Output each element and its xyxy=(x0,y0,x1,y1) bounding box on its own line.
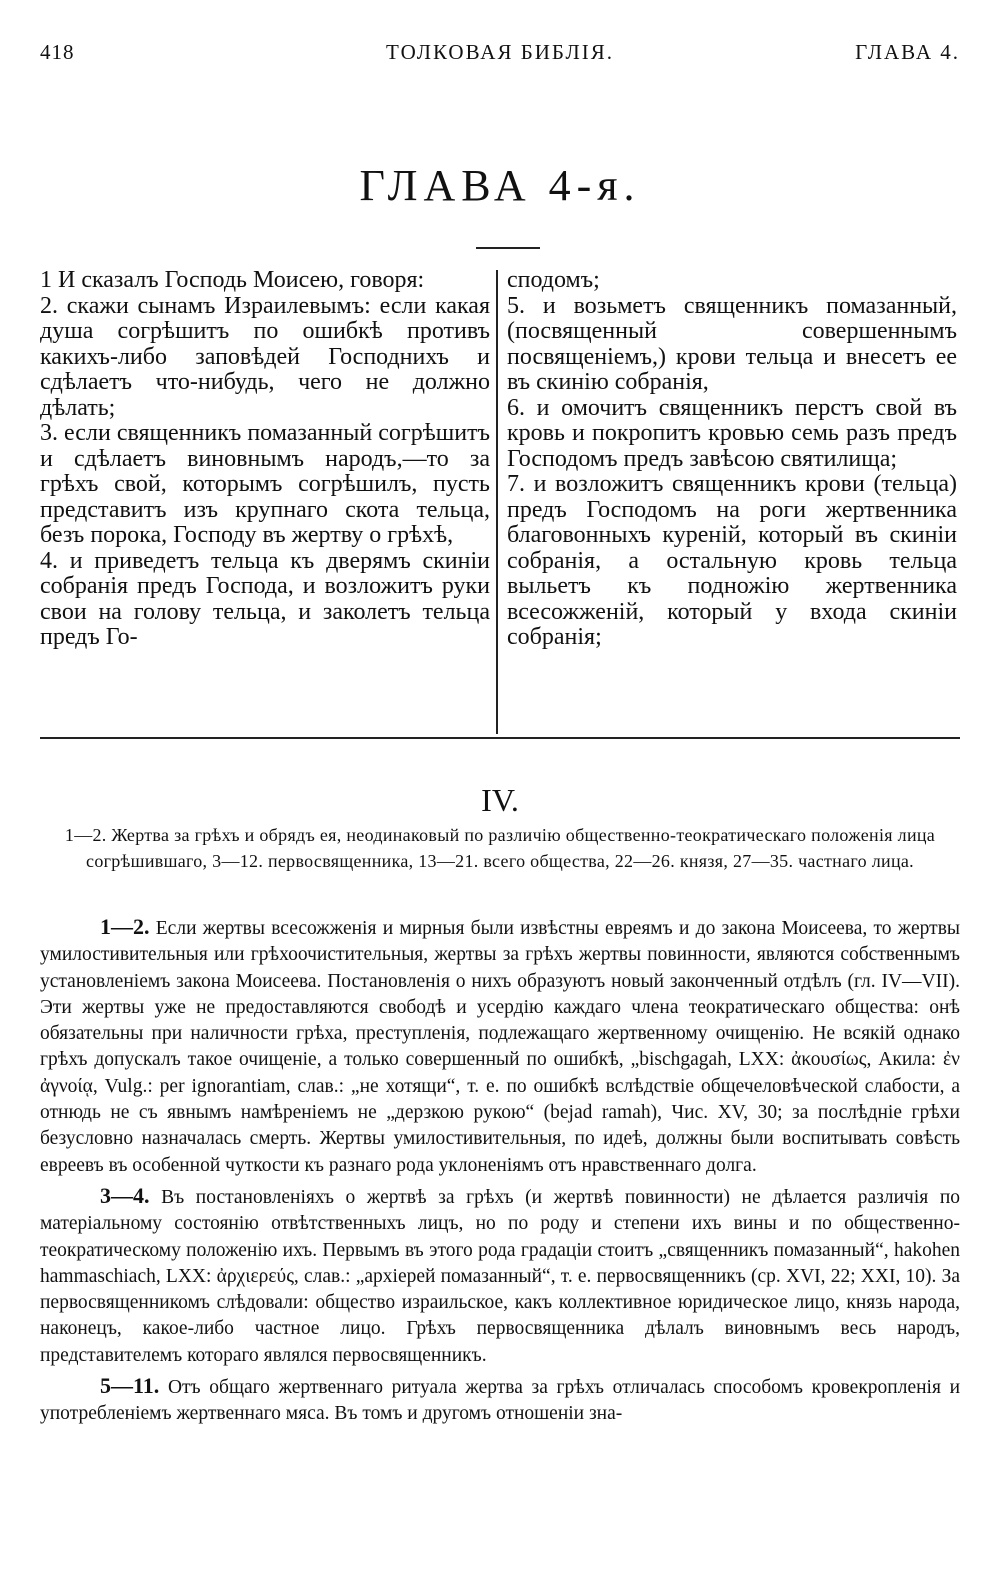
running-chapter: ГЛАВА 4. xyxy=(855,40,960,64)
verse: 3. если священникъ помазанный согрѣшитъ и сдѣлаетъ виновнымъ народъ,—то за грѣхъ свой, которымъ согрѣшилъ, пусть представитъ изъ крупнаго скота тельца, безъ порока, Господу въ жертву о грѣхѣ, xyxy=(40,420,490,548)
verse: сподомъ; xyxy=(507,267,600,293)
commentary-paragraph xyxy=(40,1183,960,1369)
commentary-paragraph xyxy=(40,1373,960,1428)
commentary-text: Отъ общаго жертвеннаго ритуала жертва за грѣхъ отличалась способомъ кровекропленія и употребленіемъ жертвеннаго мяса. Въ томъ и другомъ отношеніи зна- xyxy=(40,1377,961,1425)
commentary-paragraph xyxy=(40,914,960,1179)
commentary xyxy=(40,914,960,1432)
verse: 2. скажи сынамъ Израилевымъ: если какая душа согрѣшитъ по ошибкѣ противъ какихъ-либо заповѣдей Господнихъ и сдѣлаетъ что-нибудь, чего не должно дѣлать; xyxy=(40,292,490,421)
chapter-summary: 1—2. Жертва за грѣхъ и обрядъ ея, неодинаковый по различію общественно-теократическаго положенія лица согрѣшившаго, 3—12. первосвященника, 13—21. всего общества, 22—26. князя, 27—35. частнаго лица. xyxy=(64,825,936,871)
running-head xyxy=(40,40,960,70)
verse: 1 И сказалъ Господь Моисею, говоря: xyxy=(40,267,425,293)
column-divider xyxy=(496,270,498,734)
title-divider xyxy=(476,247,540,249)
chapter-title: ГЛАВА 4-я. xyxy=(359,161,641,210)
commentary-text: Если жертвы всесожженія и мирныя были извѣстны евреямъ и до закона Моисеева, то жертвы умилостивительныя или грѣхоочистительныя, жертвы за грѣхъ жертвы повинности, являются собственнымъ установленіемъ закона Моисеева. Постановленія о нихъ образуютъ новый законченный отдѣлъ (гл. IV—VII). Эти жертвы уже не предоставляются свободѣ и усердію каждаго члена теократическаго общества: онѣ обязательны при наличности грѣха, преступленія, подлежащаго жертвенному очищенію. Не всякій однако грѣхъ допускалъ такое очищеніе, а только совершенный по ошибкѣ, „bischgagah, LXX: ἀκουσίως, Акила: ἐν ἀγνοίᾳ, Vulg.: per ignorantiam, слав.: „не хотящи“, т. е. по ошибкѣ вслѣдствіе общечеловѣческой слабости, а отнюдь не съ явнымъ намѣреніемъ не „дерзкою рукою“ (bejad ramah), Чис. XV, 30; за послѣдніе грѣхи безусловно назначалась смерть. Жертвы умилостивительныя, по идеѣ, должны были воспитывать совѣсть евреевъ въ особенной чуткости къ разнаго рода уклоненіямъ отъ нравственнаго долга. xyxy=(40,918,960,1176)
verse-reference: 1—2. xyxy=(100,914,150,939)
verse-column-right xyxy=(507,268,957,651)
scripture-text xyxy=(40,268,960,736)
scripture-bottom-rule xyxy=(40,737,960,739)
verse: 6. и омочитъ священникъ перстъ свой въ кровь и покропитъ кровью семь разъ предъ Господомъ предъ завѣсою святилища; xyxy=(507,394,957,472)
verse-reference: 5—11. xyxy=(100,1373,160,1399)
verse: 7. и возложитъ священникъ крови (тельца) предъ Господомъ на роги жертвенника благовонныхъ куреній, который въ скиніи собранія, а остальную кровь тельца выльетъ къ подножію жертвенника всесожженій, который у входа скиніи собранія; xyxy=(507,471,957,650)
section-numeral: IV. xyxy=(481,782,519,818)
verse: 5. и возьметъ священникъ помазанный, (посвященный совершеннымъ посвященіемъ,) крови тельца и внесетъ ее въ скинію собранія, xyxy=(507,292,957,395)
book-title: ТОЛКОВАЯ БИБЛІЯ. xyxy=(386,40,614,64)
verse-column-left xyxy=(40,268,490,651)
page-number: 418 xyxy=(40,40,75,64)
verse-reference: 3—4. xyxy=(100,1182,150,1208)
verse: 4. и приведетъ тельца къ дверямъ скиніи собранія предъ Господа, и возложитъ руки свои на голову тельца, и заколетъ тельца предъ Го- xyxy=(40,547,490,650)
commentary-text: Въ постановленіяхъ о жертвѣ за грѣхъ (и жертвѣ повинности) не дѣлается различія по матеріальному состоянію отвѣтственныхъ лицъ, но по роду и степени ихъ вины и по общественно-теократическому положенію ихъ. Первымъ въ этого рода градаціи стоитъ „священникъ помазанный“, hakohen hammaschiach, LXX: ἀρχιερεύς, слав.: „архіерей помазанный“, т. е. первосвященникъ (ср. XVI, 22; XXI, 10). За первосвященникомъ слѣдовали: общество израильское, какъ коллективное юридическое лицо, князь народа, наконецъ, какое-либо частное лицо. Грѣхъ первосвященника дѣлалъ виновнымъ весь народъ, представителемъ котораго являлся первосвященникъ. xyxy=(40,1186,961,1366)
